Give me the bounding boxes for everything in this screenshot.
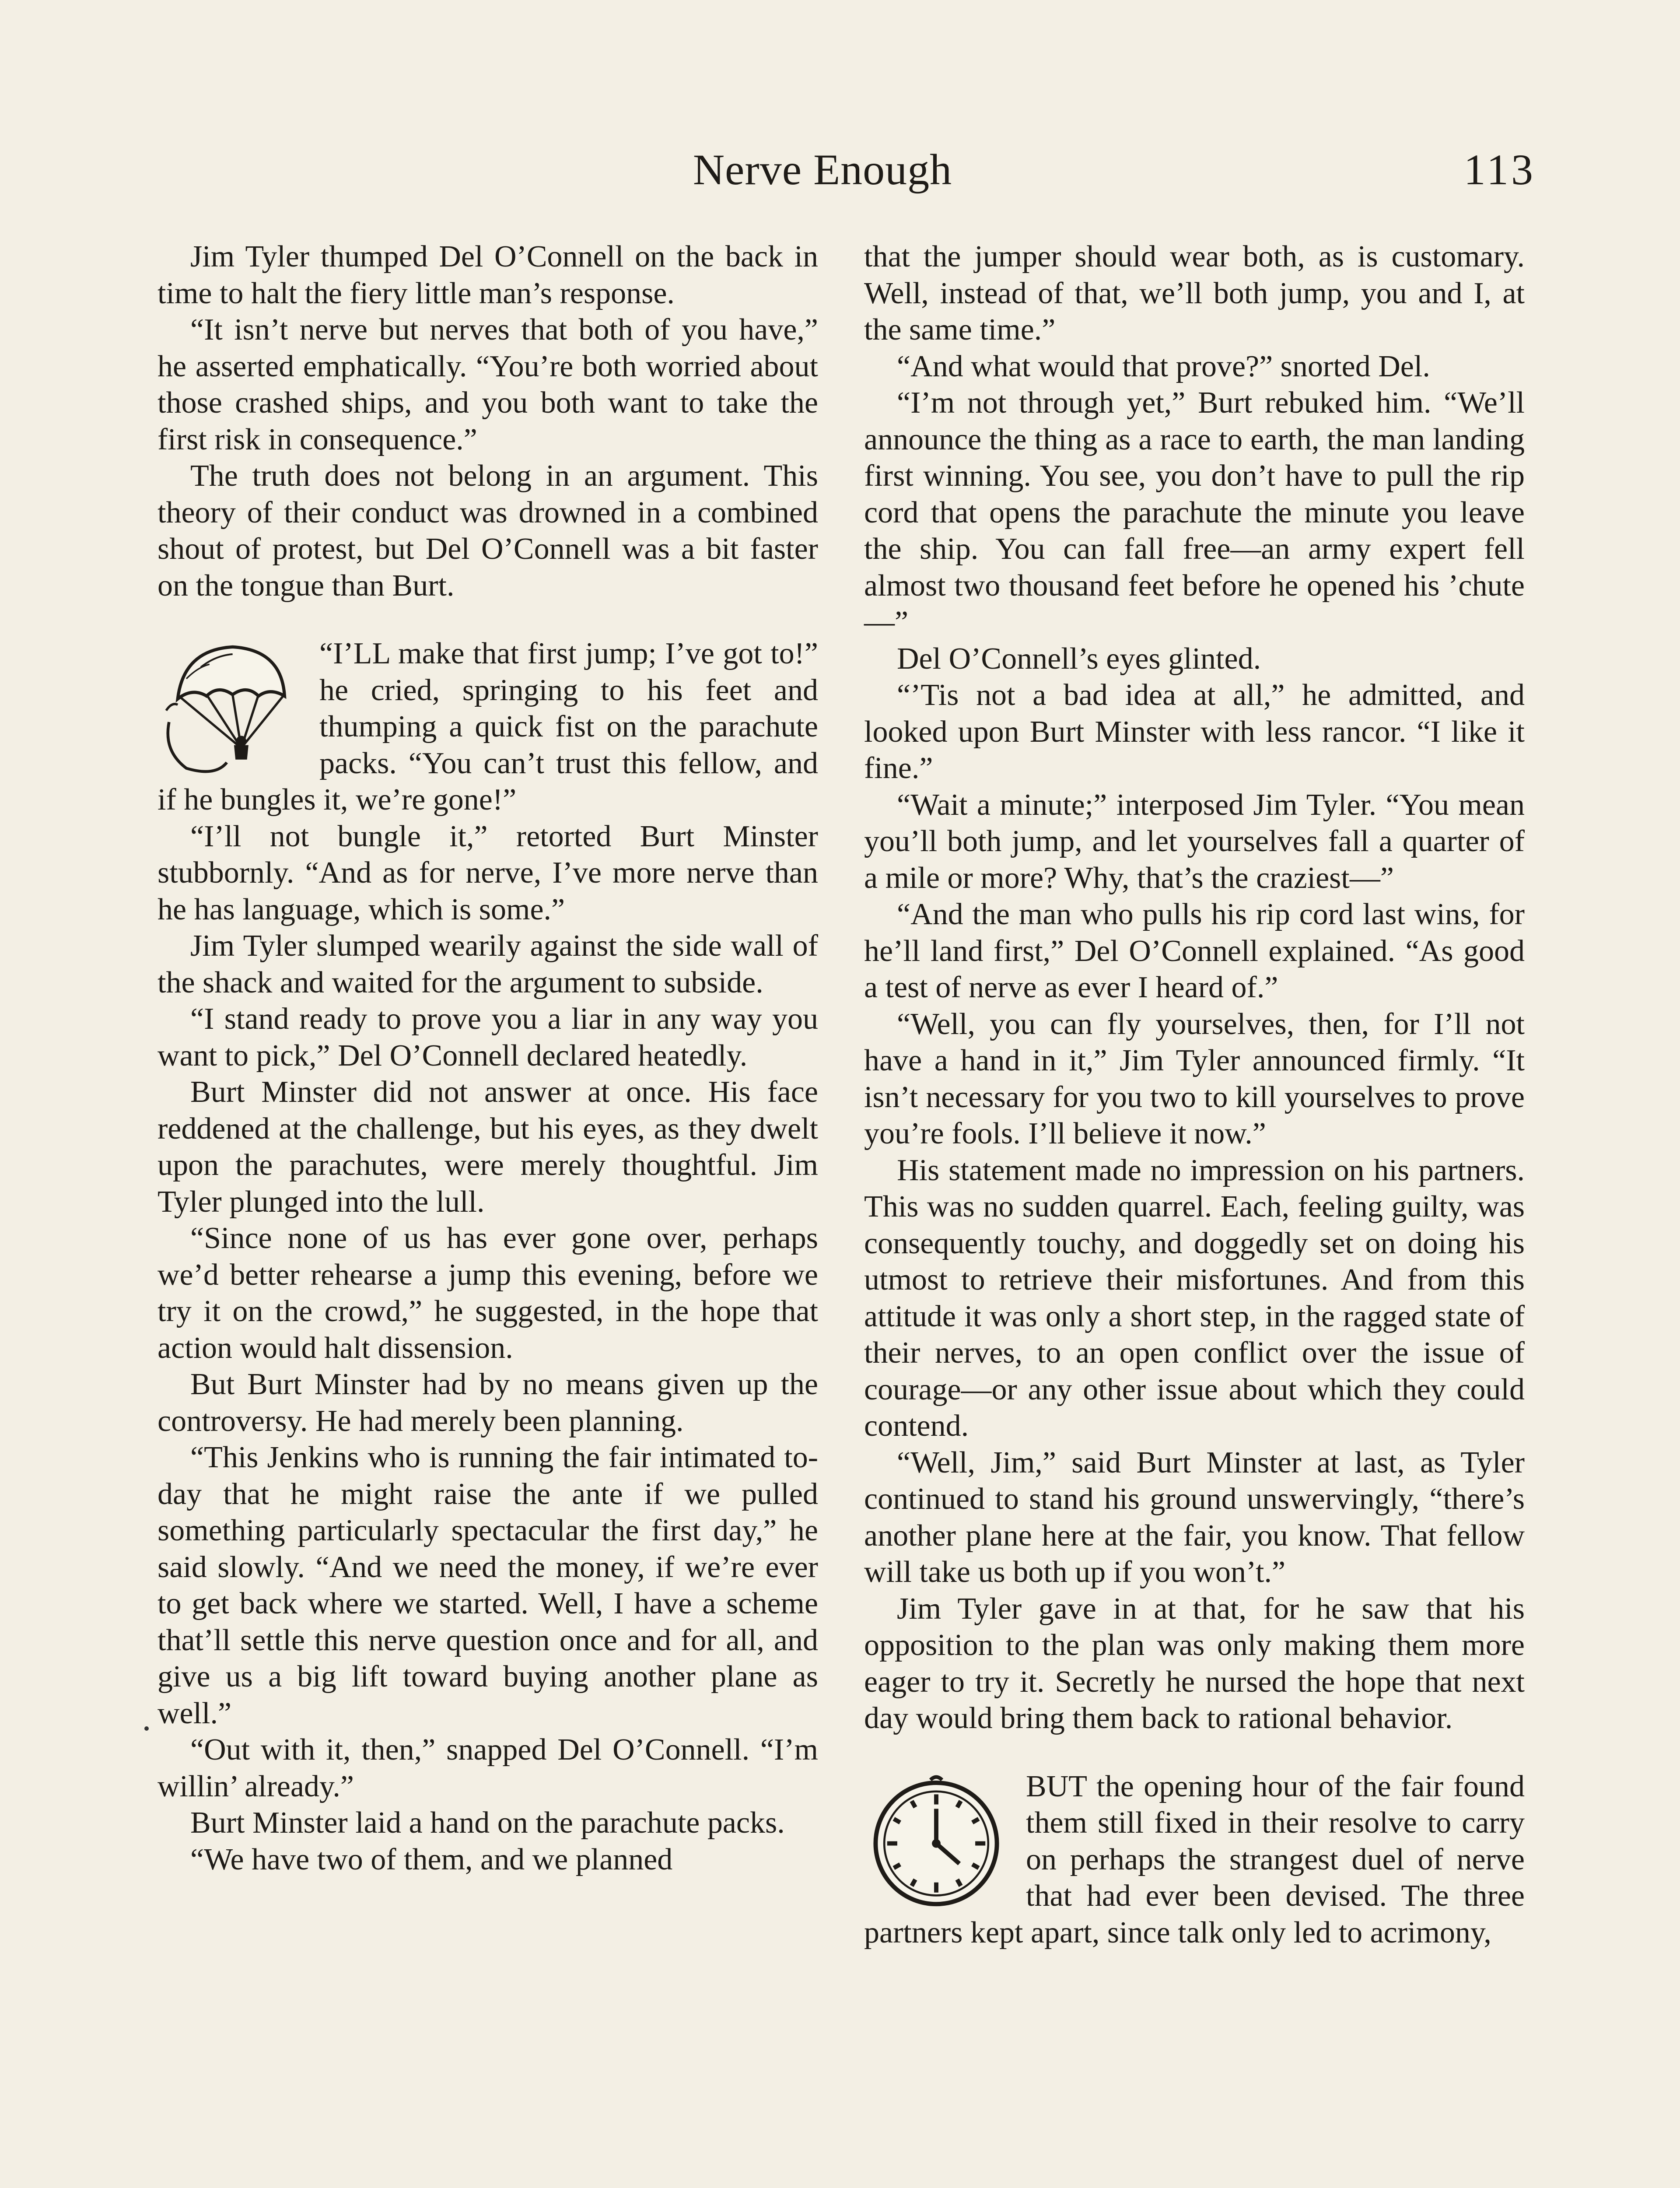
paragraph: “It isn’t nerve but nerves that both of you have,” he asserted emphatically. “You’re both worried about those crashed ships, and you both want to take the first risk in consequence.” (158, 313, 818, 456)
paragraph: “We have two of them, and we planned (190, 1842, 673, 1876)
paragraph: “Well, you can fly yourselves, then, for I’ll not have a hand in it,” Jim Tyler announced firmly. “It isn’t necessary for you two to kill yourselves to prove you’re fools. I’ll believe it now.” (864, 1007, 1525, 1150)
paragraph: Jim Tyler slumped wearily against the side wall of the shack and waited for the argument to subside. (158, 929, 818, 999)
section-opening (158, 635, 818, 818)
paragraph: “I’ll not bungle it,” retorted Burt Minster stubbornly. “And as for nerve, I’ve more nerve than he has language, which is some.” (158, 819, 818, 926)
paragraph: “This Jenkins who is running the fair intimated to-day that he might raise the ante if we pulled something particularly spectacular the first day,” he said slowly. “And we need the money, if we’re ever to get back where we started. Well, I have a scheme that’ll settle this nerve question once and for all, and give us a big lift toward buying another plane as well.” (158, 1441, 818, 1730)
paragraph: Jim Tyler thumped Del O’Connell on the back in time to halt the fiery little man’s response. (158, 240, 818, 310)
paragraph-continuation: that the jumper should wear both, as is customary. Well, instead of that, we’ll both jump, you and I, at the same time.” (864, 240, 1525, 347)
paragraph: BUT the opening hour of the fair found them still fixed in their resolve to carry on perhaps the strangest duel of nerve that had ever been devised. The three partners kept apart, since talk only led to acrimony, (864, 1769, 1525, 1950)
paragraph: His statement made no impression on his partners. This was no sudden quarrel. Each, feeling guilty, was consequently touchy, and doggedly set on doing his utmost to retrieve their misfortunes. And from this attitude it was only a short step, in the ragged state of their nerves, to an open conflict over the issue of courage—or any other issue about which they could contend. (864, 1153, 1525, 1443)
parachute-icon (158, 635, 302, 780)
ink-speck (144, 1726, 149, 1731)
paragraph: Jim Tyler gave in at that, for he saw that his opposition to the plan was only making them more eager to try it. Secretly he nursed the hope that next day would bring them back to rational behavior. (864, 1592, 1525, 1735)
page-number: 113 (1463, 145, 1536, 194)
paragraph: But Burt Minster had by no means given up the controversy. He had merely been planning. (158, 1368, 818, 1438)
right-column (864, 238, 1525, 1951)
paragraph: “’Tis not a bad idea at all,” he admitted, and looked upon Burt Minster with less rancor. “I like it fine.” (864, 678, 1525, 785)
paragraph: Del O’Connell’s eyes glinted. (897, 642, 1261, 676)
paragraph: Burt Minster did not answer at once. His face reddened at the challenge, but his eyes, as they dwelt upon the parachutes, were merely thoughtful. Jim Tyler plunged into the lull. (158, 1075, 818, 1219)
paragraph: Burt Minster laid a hand on the parachute packs. (190, 1806, 785, 1840)
left-column (158, 238, 818, 1878)
paragraph: “I’m not through yet,” Burt rebuked him. “We’ll announce the thing as a race to earth, the man landing first winning. You see, you don’t have to pull the rip cord that opens the parachute the minute you leave the ship. You can fall free—an army expert fell almost two thousand feet before he opened his ’chute—” (864, 386, 1525, 639)
paragraph: “Since none of us has ever gone over, perhaps we’d better rehearse a jump this evening, before we try it on the crowd,” he suggested, in the hope that action would halt dissension. (158, 1221, 818, 1365)
paragraph: “Out with it, then,” snapped Del O’Connell. “I’m willin’ already.” (158, 1733, 818, 1803)
paragraph: “And what would that prove?” snorted Del. (897, 349, 1430, 383)
running-title: Nerve Enough (693, 145, 952, 194)
paragraph: “And the man who pulls his rip cord last wins, for he’ll land first,” Del O’Connell explained. “As good a test of nerve as ever I heard of.” (864, 898, 1525, 1004)
clock-icon (864, 1768, 1008, 1913)
section-opening (864, 1768, 1525, 1951)
paragraph: “Wait a minute;” interposed Jim Tyler. “You mean you’ll both jump, and let yourselves fall a quarter of a mile or more? Why, that’s the craziest—” (864, 788, 1525, 895)
paragraph: The truth does not belong in an argument. This theory of their conduct was drowned in a combined shout of protest, but Del O’Connell was a bit faster on the tongue than Burt. (158, 459, 818, 603)
paragraph: “Well, Jim,” said Burt Minster at last, as Tyler continued to stand his ground unswervingly, “there’s another plane here at the fair, you know. That fellow will take us both up if you won’t.” (864, 1445, 1525, 1589)
paragraph: “I stand ready to prove you a liar in any way you want to pick,” Del O’Connell declared heatedly. (158, 1002, 818, 1073)
paragraph: “I’LL make that first jump; I’ve got to!” he cried, springing to his feet and thumping a quick fist on the parachute packs. “You can’t trust this fellow, and if he bungles it, we’re gone!” (158, 637, 818, 817)
